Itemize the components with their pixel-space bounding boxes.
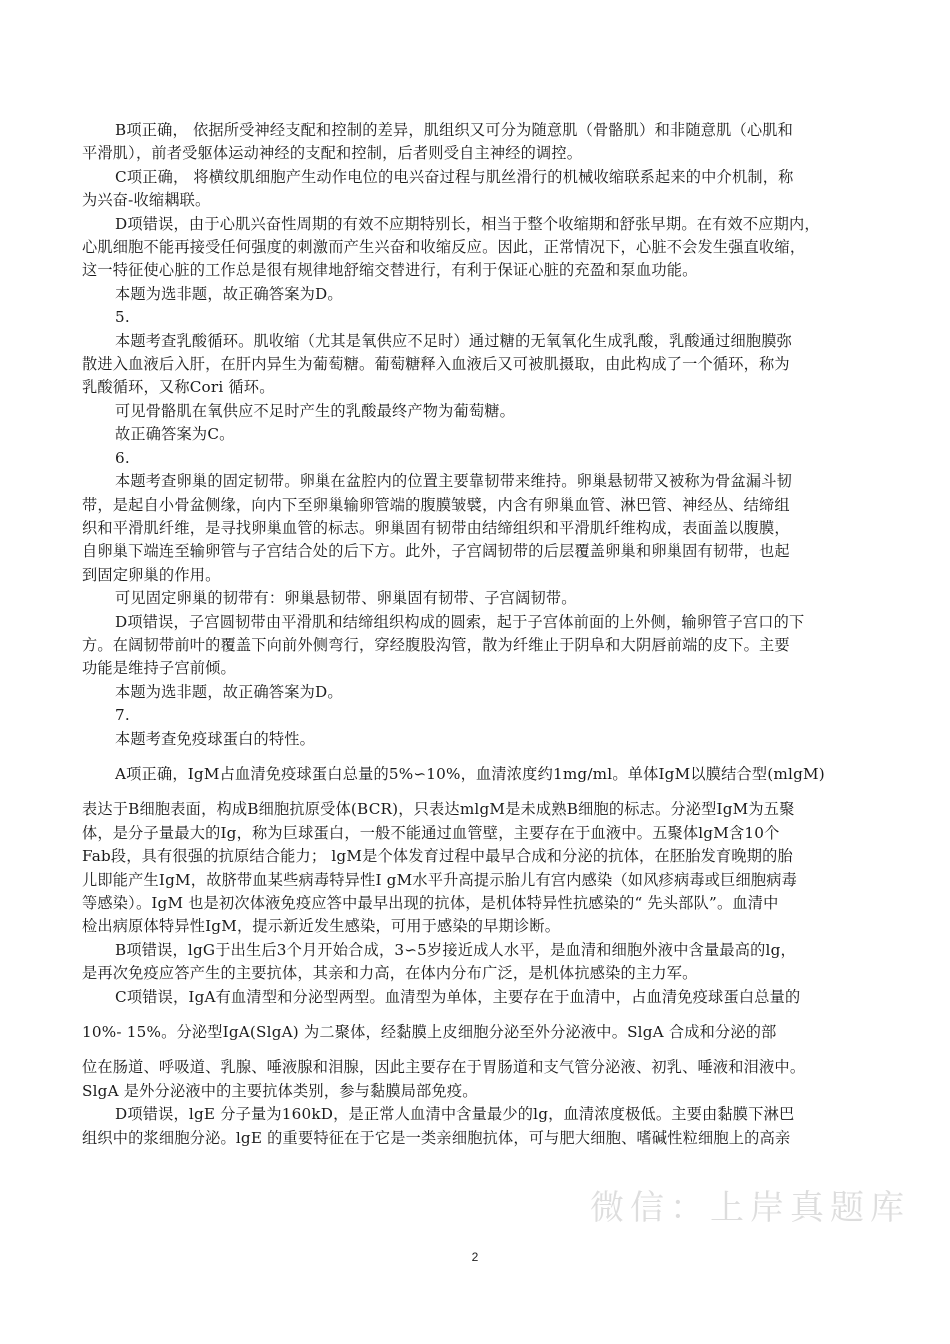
text-line: 7.	[115, 706, 130, 725]
text-line: 本题考查乳酸循环。肌收缩（尤其是氧供应不足时）通过糖的无氧氧化生成乳酸，乳酸通过细胞膜弥	[115, 331, 793, 350]
text-line: 本题考查免疫球蛋白的特性。	[115, 729, 316, 748]
document-body	[82, 119, 866, 1150]
text-line: 本题为选非题，故正确答案为D。	[115, 284, 343, 303]
text-line: B项正确， 依据所受神经支配和控制的差异，肌组织又可分为随意肌（骨骼肌）和非随意肌（心肌和	[115, 121, 794, 139]
text-line: D项错误，子宫圆韧带由平滑肌和结缔组织构成的圆索，起于子宫体前面的上外侧，输卵管子宫口的下	[115, 612, 805, 631]
text-line: 心肌细胞不能再接受任何强度的刺激而产生兴奋和收缩反应。因此，正常情况下，心脏不会发生强直收缩，	[82, 238, 806, 257]
text-line: 平滑肌），前者受躯体运动神经的支配和控制，后者则受自主神经的调控。	[82, 144, 583, 163]
text-line: 方。在阔韧带前叶的覆盖下向前外侧弯行，穿经腹股沟管，散为纤维止于阴阜和大阴唇前端的皮下。主要	[82, 635, 790, 654]
text-line: C项错误，IgA有血清型和分泌型两型。血清型为单体，主要存在于血清中，占血清免疫球蛋白总量的	[115, 987, 801, 1006]
text-line: 位在肠道、呼吸道、乳腺、唾液腺和泪腺，因此主要存在于胃肠道和支气管分泌液、初乳、唾液和泪液中。	[82, 1058, 806, 1077]
text-line: 6.	[115, 448, 130, 467]
text-line: 本题为选非题，故正确答案为D。	[115, 682, 343, 701]
text-line: Fab段，具有很强的抗原结合能力； lgM是个体发育过程中最早合成和分泌的抗体，在胚胎发育晚期的胎	[82, 847, 793, 866]
text-line: 体，是分子量最大的Ig，称为巨球蛋白，一般不能通过血管壁，主要存在于血液中。五聚体lgM含10个	[82, 823, 780, 842]
text-line: 散进入血液后入肝，在肝内异生为葡萄糖。葡萄糖释入血液后又可被肌摄取，由此构成了一个循环，称为	[82, 355, 790, 374]
text-line: C项正确， 将横纹肌细胞产生动作电位的电兴奋过程与肌丝滑行的机械收缩联系起来的中介机制，称	[115, 167, 794, 186]
text-line: 10%- 15%。分泌型IgA(SlgA) 为二聚体，经黏膜上皮细胞分泌至外分泌液中。SlgA 合成和分泌的部	[82, 1023, 777, 1042]
text-line: 检出病原体特异性IgM，提示新近发生感染，可用于感染的早期诊断。	[82, 917, 561, 936]
text-line: 带，是起自小骨盆侧缘，向内下至卵巢输卵管端的腹膜皱襞，内含有卵巢血管、淋巴管、神经丛、结缔组	[82, 495, 790, 514]
text-line: 自卵巢下端连至输卵管与子宫结合处的后下方。此外，子宫阔韧带的后层覆盖卵巢和卵巢固有韧带，也起	[82, 542, 790, 561]
text-line: 织和平滑肌纤维，是寻找卵巢血管的标志。卵巢固有韧带由结缔组织和平滑肌纤维构成，表面盖以腹膜，	[82, 518, 790, 537]
text-line: 本题考查卵巢的固定韧带。卵巢在盆腔内的位置主要靠韧带来维持。卵巢悬韧带又被称为骨盆漏斗韧	[115, 472, 793, 491]
text-line: 可见骨骼肌在氧供应不足时产生的乳酸最终产物为葡萄糖。	[115, 401, 516, 420]
text-line: 到固定卵巢的作用。	[82, 565, 221, 584]
text-line: 这一特征使心脏的工作总是很有规律地舒缩交替进行，有利于保证心脏的充盈和泵血功能。	[82, 261, 698, 280]
text-line: D项错误，lgE 分子量为160kD，是正常人血清中含量最少的lg，血清浓度极低。主要由黏膜下淋巴	[115, 1105, 795, 1124]
text-line: 5.	[115, 308, 130, 327]
text-line: 可见固定卵巢的韧带有：卵巢悬韧带、卵巢固有韧带、子宫阔韧带。	[115, 589, 577, 608]
text-line: A项正确，IgM占血清免疫球蛋白总量的5%∽10%，血清浓度约1mg/ml。单体IgM以膜结合型(mlgM)	[115, 764, 825, 783]
text-line: 为兴奋-收缩耦联。	[82, 191, 211, 210]
text-line: 组织中的浆细胞分泌。lgE 的重要特征在于它是一类亲细胞抗体，可与肥大细胞、嗜碱性粒细胞上的高亲	[82, 1128, 791, 1147]
text-line: 表达于B细胞表面，构成B细胞抗原受体(BCR)，只表达mlgM是未成熟B细胞的标志。分泌型IgM为五聚	[82, 800, 795, 819]
watermark: 微信：上岸真题库	[590, 1188, 910, 1228]
text-line: 儿即能产生IgM，故脐带血某些病毒特异性I gM水平升高提示胎儿有宫内感染（如风疹病毒或巨细胞病毒	[82, 870, 798, 889]
text-line: B项错误，lgG于出生后3个月开始合成，3∽5岁接近成人水平，是血清和细胞外液中含量最高的lg，	[115, 940, 796, 959]
text-line: 故正确答案为C。	[115, 425, 235, 444]
text-line: SlgA 是外分泌液中的主要抗体类别，参与黏膜局部免疫。	[82, 1081, 478, 1100]
text-line: D项错误，由于心肌兴奋性周期的有效不应期特别长，相当于整个收缩期和舒张早期。在有效不应期内，	[115, 214, 820, 233]
page-number: 2	[471, 1250, 479, 1264]
text-line: 乳酸循环，又称Cori 循环。	[82, 378, 275, 397]
text-line: 是再次免疫应答产生的主要抗体，其亲和力高，在体内分布广泛，是机体抗感染的主力军。	[82, 964, 698, 983]
text-line: 功能是维持子宫前倾。	[82, 659, 236, 678]
text-line: 等感染）。IgM 也是初次体液免疫应答中最早出现的抗体，是机体特异性抗感染的“ 先头部队”。血清中	[82, 894, 779, 912]
